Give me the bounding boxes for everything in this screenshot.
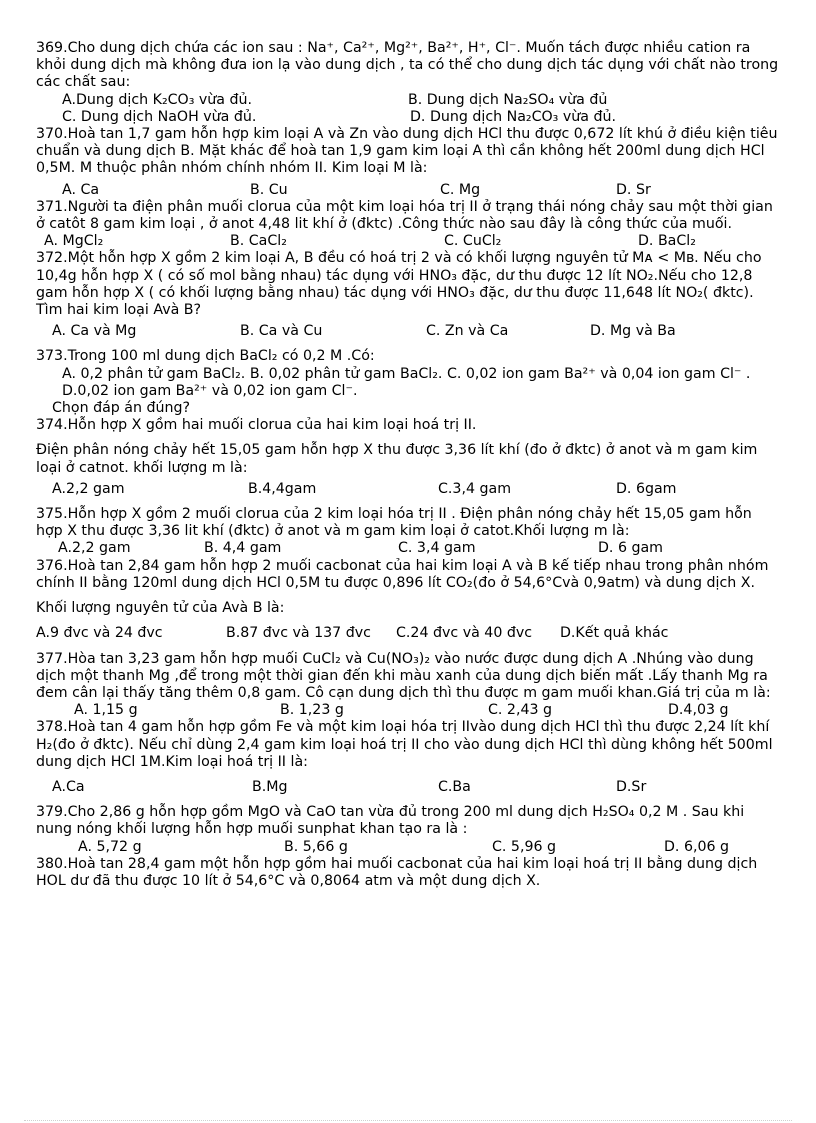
question-376-body: Khối lượng nguyên tử của Avà B là: [36,600,285,617]
worksheet-page [36,40,780,890]
question-375-option-c: C. 3,4 gam [398,540,476,557]
question-369-stem: 369.Cho dung dịch chứa các ion sau : Na⁺, Ca²⁺, Mg²⁺, Ba²⁺, H⁺, Cl⁻. Muốn tách được nhiều cation ra khỏi dung dịch mà không đưa ion lạ vào dung dịch , ta có thể cho dung dịch tác dụng với chất nào trong các chất sau: [36,40,779,91]
question-376-option-b: B.87 đvc và 137 đvc [226,625,371,642]
question-371-option-b: B. CaCl₂ [230,233,287,250]
question-379-options [36,839,780,856]
page-bottom-rule [24,1120,792,1121]
question-371-stem: 371.Người ta điện phân muối clorua của một kim loại hóa trị II ở trạng thái nóng chảy sau một thời gian ở catôt 8 gam kim loại , ở anot 4,48 lit khí ở (đktc) .Công thức nào sau đây là công thức của muối. [36,198,773,233]
question-373-prompt: Chọn đáp án đúng? [52,400,191,417]
question-372-option-a: A. Ca và Mg [52,323,137,340]
question-376-stem: 376.Hoà tan 2,84 gam hỗn hợp 2 muối cacbonat của hai kim loại A và B kế tiếp nhau trong phân nhóm chính II bằng 120ml dung dịch HCl 0,5M tu được 0,896 lít CO₂(đo ở 54,6°Cvà 0,9atm) và dung dịch X. [36,557,769,591]
question-375-option-a: A.2,2 gam [58,540,131,557]
question-371-options [36,233,780,250]
question-378-option-a: A.Ca [52,778,85,795]
question-374-stem: 374.Hỗn hợp X gồm hai muối clorua của hai kim loại hoá trị II. [36,417,477,434]
question-371-option-c: C. CuCl₂ [444,233,502,250]
question-370-option-a: A. Ca [62,181,100,198]
question-375-option-b: B. 4,4 gam [204,540,282,557]
question-372-options [36,323,780,340]
question-374-option-a: A.2,2 gam [52,480,125,497]
question-372-option-c: C. Zn và Ca [426,323,509,340]
question-375-options [36,540,780,557]
question-376-option-c: C.24 đvc và 40 đvc [396,625,533,642]
question-370-stem: 370.Hoà tan 1,7 gam hỗn hợp kim loại A và Zn vào dung dịch HCl thu được 0,672 lít khú ở điều kiện tiêu chuẩn và dung dịch B. Mặt khác để hoà tan 1,9 gam kim loại A thì cần không hết 200ml dung dịch HCl 0,5M. M thuộc phân nhóm chính nhóm II. Kim loại M là: [36,126,778,177]
question-377-option-d: D.4,03 g [668,702,729,719]
question-374-options [36,481,780,498]
question-376-option-a: A.9 đvc và 24 đvc [36,625,163,642]
question-373-options-abc: A. 0,2 phân tử gam BaCl₂. B. 0,02 phân tử gam BaCl₂. C. 0,02 ion gam Ba²⁺ và 0,04 ion gam Cl⁻ . [62,365,751,382]
question-377-option-c: C. 2,43 g [488,702,553,719]
question-377-option-b: B. 1,23 g [280,702,344,719]
question-369-options-row-1 [36,92,780,109]
question-378-stem: 378.Hoà tan 4 gam hỗn hợp gồm Fe và một kim loại hóa trị IIvào dung dịch HCl thì thu được 2,24 lít khí H₂(đo ở đktc). Nếu chỉ dùng 2,4 gam kim loại hoá trị II cho vào dung dịch HCl thì dùng không hết 500ml dung dịch HCl 1M.Kim loại hoá trị II là: [36,719,773,770]
question-373-stem: 373.Trong 100 ml dung dịch BaCl₂ có 0,2 M .Có: [36,348,375,365]
question-380-stem: 380.Hoà tan 28,4 gam một hỗn hợp gồm hai muối cacbonat của hai kim loại hoá trị II bằng dung dịch HOL dư đã thu được 10 lít ở 54,6°C và 0,8064 atm và một dung dịch X. [36,855,758,889]
question-369-option-a: A.Dung dịch K₂CO₃ vừa đủ. [62,91,253,108]
question-372-option-d: D. Mg và Ba [590,323,676,340]
question-374-body: Điện phân nóng chảy hết 15,05 gam hỗn hợp X thu được 3,36 lít khí (đo ở đktc) ở anot và m gam kim loại ở catnot. khối lượng m là: [36,442,758,476]
question-369-option-d: D. Dung dịch Na₂CO₃ vừa đủ. [410,108,616,125]
question-378-option-b: B.Mg [252,778,288,795]
question-379-option-a: A. 5,72 g [78,838,142,855]
question-377-option-a: A. 1,15 g [74,702,138,719]
question-375-option-d: D. 6 gam [598,540,664,557]
question-377-options [36,702,780,719]
question-369-option-b: B. Dung dịch Na₂SO₄ vừa đủ [408,91,608,108]
question-370-option-d: D. Sr [616,181,651,198]
question-378-option-d: D.Sr [616,778,647,795]
question-370-option-b: B. Cu [250,181,288,198]
question-374-option-d: D. 6gam [616,480,677,497]
question-376-options [36,625,780,642]
question-372-option-b: B. Ca và Cu [240,323,323,340]
question-370-options [36,182,780,199]
question-374-option-c: C.3,4 gam [438,480,512,497]
question-371-option-d: D. BaCl₂ [638,233,696,250]
question-372-stem: 372.Một hỗn hợp X gồm 2 kim loại A, B đều có hoá trị 2 và có khối lượng nguyên tử Mᴀ < Mʙ. Nếu cho 10,4g hỗn hợp X ( có số mol bằng nhau) tác dụng với HNO₃ đặc, dư thu được 12 lít NO₂.Nếu cho 12,8 gam hỗn hợp X ( có khối lượng bằng nhau) tác dụng với HNO₃ đặc, dư thu được 11,648 lít NO₂( đktc). Tìm hai kim loại Avà B? [36,250,762,319]
question-379-option-b: B. 5,66 g [284,838,348,855]
question-369-options-row-2 [36,109,780,126]
question-377-stem: 377.Hòa tan 3,23 gam hỗn hợp muối CuCl₂ và Cu(NO₃)₂ vào nước được dung dịch A .Nhúng vào dung dịch một thanh Mg ,để trong một thời gian đến khi màu xanh của dung dịch biến mất .Lấy thanh Mg ra đem cân lại thấy tăng thêm 0,8 gam. Cô cạn dung dịch thì thu được m gam muối khan.Giá trị của m là: [36,650,771,701]
question-375-stem: 375.Hỗn hợp X gồm 2 muối clorua của 2 kim loại hóa trị II . Điện phân nóng chảy hết 15,05 gam hỗn hợp X thu được 3,36 lit khí (đktc) ở anot và m gam kim loại ở catot.Khối lượng m là: [36,506,752,540]
question-370-option-c: C. Mg [440,181,481,198]
question-378-option-c: C.Ba [438,778,471,795]
question-379-stem: 379.Cho 2,86 g hỗn hợp gồm MgO và CaO tan vừa đủ trong 200 ml dung dịch H₂SO₄ 0,2 M . Sau khi nung nóng khối lượng hỗn hợp muối sunphat khan tạo ra là : [36,804,745,838]
question-373-option-d: D.0,02 ion gam Ba²⁺ và 0,02 ion gam Cl⁻. [62,382,358,399]
question-379-option-d: D. 6,06 g [664,838,730,855]
question-374-option-b: B.4,4gam [248,480,317,497]
question-378-options [36,779,780,796]
question-371-option-a: A. MgCl₂ [44,233,104,250]
question-379-option-c: C. 5,96 g [492,838,557,855]
question-369-option-c: C. Dung dịch NaOH vừa đủ. [62,108,257,125]
question-376-option-d: D.Kết quả khác [560,625,669,642]
